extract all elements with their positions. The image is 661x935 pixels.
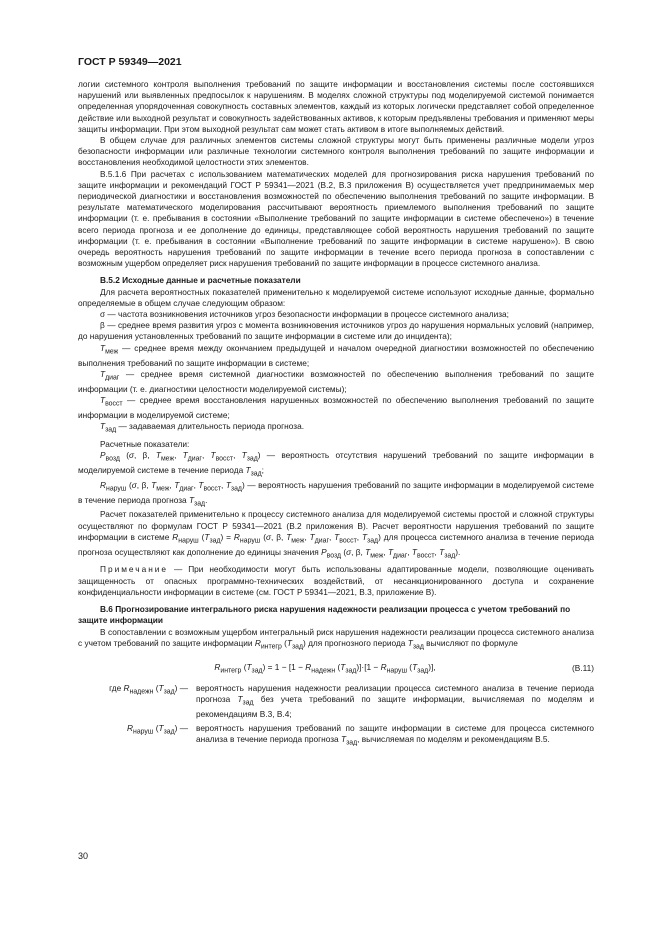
legend-desc-rnarush: вероятность нарушения требований по защите информации в системе для процесса системного анализа в течение периода прогноза $T_{зад}$, вычисляемая по моделям и рекомендациям В.5. [196,722,594,747]
definition-beta: β — среднее время развития угроз с момента возникновения источников угроз до нарушения нормальных условий (например, до нарушения установленных требований по защите информации в системе или до инцидента); [78,320,594,342]
definition-tdiag: $T_{диаг}$ — среднее время системной диагностики возможностей по обеспечению выполнения требований по защите информации (т. е. диагностики целостности моделируемой системы); [78,368,595,394]
paragraph: Расчет показателей применительно к процессу системного анализа для моделируемой системы простой и сложной структуры осуществляют по формулам ГОСТ Р 59341—2021 (В.2 приложения В). Расчет вероятности нарушения требований по защите информации в системе $R_{наруш}$ $(T_{зад}) = R_{наруш}$ (σ, β, $T_{меж}$, $T_{диаг}$, $T_{восст}$, $T_{зад}$) для процесса системного анализа в течение периода прогноза осуществляют как дополнение до единицы значения $P_{возд}$ (σ, β, $T_{меж}$, $T_{диаг}$, $T_{восст}$, $T_{зад}$). [78,509,594,560]
document-page [78,56,594,752]
definition-tmezh: $T_{меж}$ — среднее время между окончанием предыдущей и началом очередной диагностики возможностей по обеспечению выполнения требований по защите информации в системе; [78,342,594,368]
note-label: Примечание [100,564,169,575]
section-heading-b6: В.6 Прогнозирование интегрального риска нарушения надежности реализации процесса с учетом требований по защите информации [78,604,571,626]
paragraph-b516: В.5.1.6 При расчетах с использованием математических моделей для прогнозирования риска нарушения требований по защите информации и рекомендаций ГОСТ Р 59341—2021 (В.2, В.3 приложения В) осуществляется учет предпринимаемых мер периодической диагностики и восстановления возможностей по обеспечению выполнения требований по защите информации. В результате математического моделирования рассчитывают вероятность приемлемого выполнения требований по защите информации (т. е. пребывания в состоянии «Выполнение требований по защите информации в системе обеспечено») в течение всего периода прогноза и ее дополнение до единицы, представляющее собой вероятность нарушения требований по защите информации (т. е. пребывания в состоянии «Выполнение требований по защите информации в системе нарушено»). В свою очередь вероятность нарушения требований по защите информации в течение всего периода прогноза в сопоставлении с возможным ущербом определяет риск нарушения требований по защите информации в процессе системного анализа. [78,168,594,269]
page-number: 30 [78,851,89,861]
formula-b11 [78,662,594,675]
paragraph: В сопоставлении с возможным ущербом интегральный риск нарушения надежности реализации процесса системного анализа с учетом требований по защите информации $R_{интегр}$ $(T_{зад})$ для прогнозного периода $T_{зад}$ вычисляют по формуле [78,626,594,651]
paragraph: Для расчета вероятностных показателей применительно к моделируемой системе используют исходные данные, формально определяемые в общем случае следующим образом: [78,286,594,308]
legend-term-rnadezhn: где $R_{надежн}$ $(T_{зад})$ — [109,683,188,696]
definition-tzad: $T_{зад}$ — задаваемая длительность периода прогноза. [100,420,304,434]
indicator-rnarush: $R_{наруш}$ (σ, β, $T_{меж}$, $T_{диаг}$, $T_{восст}$, $T_{зад}$) — вероятность нарушения требований по защите информации в моделируемой системе в течение периода прогноза $T_{зад}$. [78,479,594,508]
legend-term-rnarush: $R_{наруш}$ $(T_{зад})$ — [127,722,188,736]
calc-indicators-title: Расчетные показатели: [100,438,190,449]
paragraph: В общем случае для различных элементов системы сложной структуры могут быть применены различные модели угроз безопасности информации или различные технологии системного контроля выполнения требований по защите информации и восстановления необходимой целостности этих элементов. [78,135,594,168]
definition-tvosst: $T_{восст}$ — среднее время восстановления нарушенных возможностей по обеспечению выполнения требований по защите информации в моделируемой системе; [78,394,594,420]
note: Примечание — При необходимости могут быть использованы адаптированные модели, позволяющие оценивать защищенность от опасных программно-технических воздействий, от несанкционированного доступа и сохранение конфиденциальности информации в системе (см. ГОСТ Р 59341—2021, В.3, приложение В). [78,564,594,597]
indicator-pvozd: $P_{возд}$ (σ, β, $T_{меж}$, $T_{диаг}$, $T_{восст}$, $T_{зад}$) — вероятность отсутствия нарушений требований по защите информации в моделируемой системе в течение периода $T_{зад}$; [78,449,594,478]
legend-desc-rnadezhn: вероятность нарушения надежности реализации процесса системного анализа в течение периода прогноза $T_{зад}$ без учета требований по защите информации, вычисляемая по моделям и рекомендациям В.3, В.4; [196,683,595,719]
formula-legend [78,683,594,751]
formula-number: (В.11) [572,662,594,673]
paragraph: логии системного контроля выполнения требований по защите информации и восстановления системы после состоявшихся нарушений или выявленных предпосылок к нарушениям. В моделях сложной структуры под моделируемой системой понимается определенная упорядоченная совокупность составных элементов, каждый из которых логически представляет собой определенное действие или выходной результат и совокупность задействованных активов, к которым предъявлены требования и применяют меры защиты информации. При этом выходной результат сам может стать активом в итоге выполняемых действий. [78,79,594,134]
section-heading-b52: В.5.2 Исходные данные и расчетные показатели [100,275,301,286]
document-code-header: ГОСТ Р 59349—2021 [78,56,182,68]
definition-sigma: σ — частота возникновения источников угроз безопасности информации в процессе системного анализа; [100,309,509,320]
formula-expression: $R_{интегр}$ $(T_{зад}) = 1 - [1 - R_{надежн}$ $(T_{зад})]\cdot[1 - R_{наруш}$ $(T_{зад})$], [214,661,436,675]
